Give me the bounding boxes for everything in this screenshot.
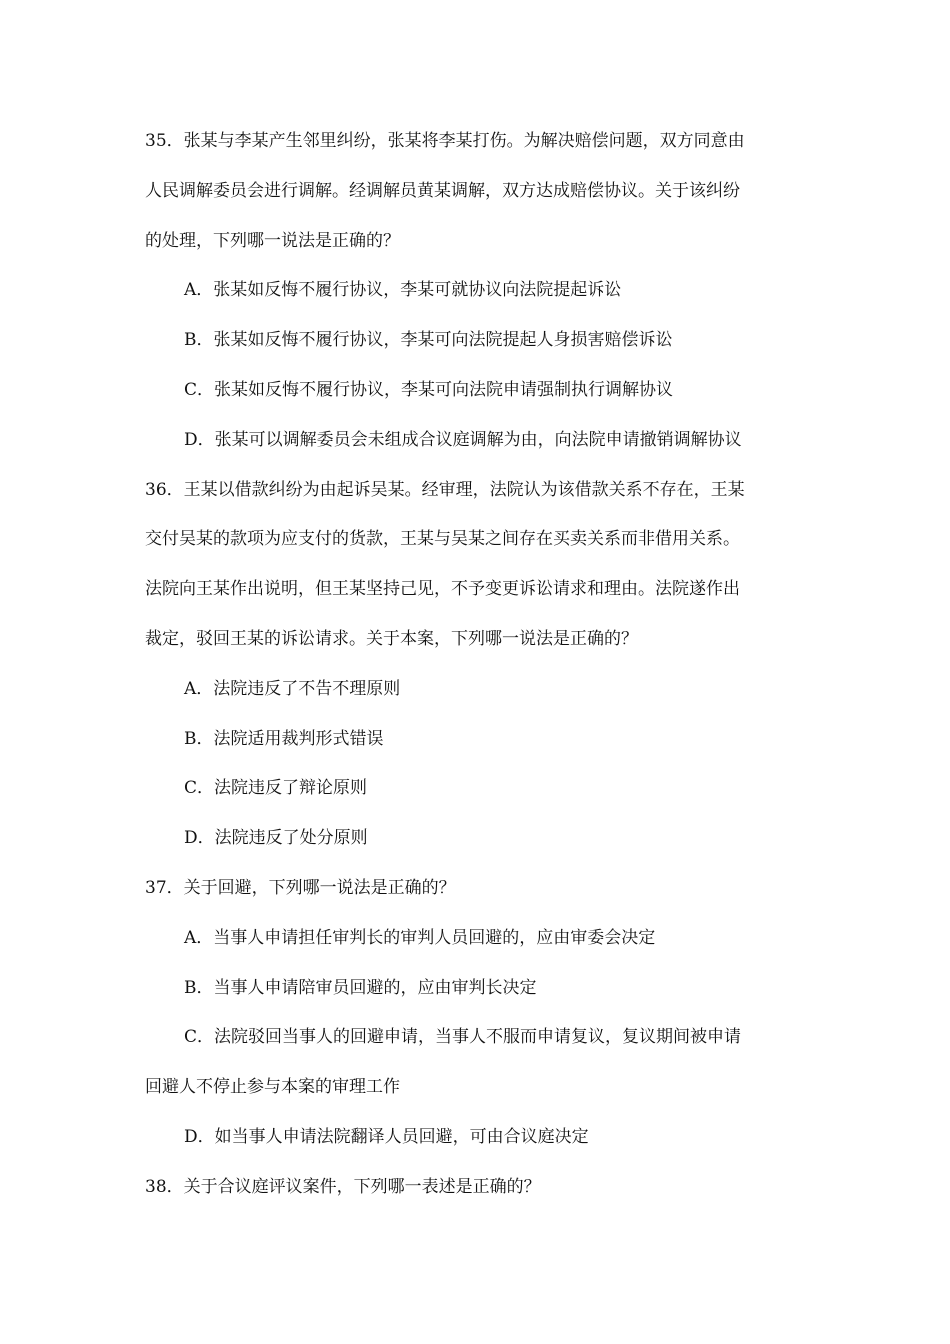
- q37-option-d: D．如当事人申请法院翻译人员回避，可由合议庭决定: [184, 1126, 589, 1147]
- q36-line-2: 交付吴某的款项为应支付的货款，王某与吴某之间存在买卖关系而非借用关系。: [145, 529, 740, 550]
- q35-option-a: A．张某如反悔不履行协议，李某可就协议向法院提起诉讼: [184, 280, 622, 301]
- q37-line-1: 37．关于回避，下列哪一说法是正确的？: [145, 877, 456, 898]
- q37-option-b: B．当事人申请陪审员回避的，应由审判长决定: [184, 977, 537, 998]
- q38-line-1: 38．关于合议庭评议案件，下列哪一表述是正确的？: [145, 1176, 541, 1197]
- q35-line-3: 的处理，下列哪一说法是正确的？: [145, 230, 400, 251]
- q37-option-a: A．当事人申请担任审判长的审判人员回避的，应由审委会决定: [184, 927, 656, 948]
- q35-line-2: 人民调解委员会进行调解。经调解员黄某调解，双方达成赔偿协议。关于该纠纷: [145, 180, 740, 201]
- q36-line-3: 法院向王某作出说明，但王某坚持己见，不予变更诉讼请求和理由。法院遂作出: [145, 579, 740, 600]
- q36-option-a: A．法院违反了不告不理原则: [184, 678, 401, 699]
- q36-option-c: C．法院违反了辩论原则: [184, 778, 368, 799]
- q35-line-1: 35．张某与李某产生邻里纠纷，张某将李某打伤。为解决赔偿问题，双方同意由: [145, 131, 745, 151]
- q36-line-1: 36．王某以借款纠纷为由起诉吴某。经审理，法院认为该借款关系不存在，王某: [145, 479, 745, 500]
- q37-option-c-line-1: C．法院驳回当事人的回避申请，当事人不服而申请复议，复议期间被申请: [184, 1027, 742, 1048]
- q35-option-c: C．张某如反悔不履行协议，李某可向法院申请强制执行调解协议: [184, 379, 674, 400]
- document-body: [145, 117, 810, 1213]
- q36-line-4: 裁定，驳回王某的诉讼请求。关于本案，下列哪一说法是正确的？: [145, 628, 638, 649]
- q37-option-c-line-2: 回避人不停止参与本案的审理工作: [145, 1077, 400, 1098]
- q35-option-b: B．张某如反悔不履行协议，李某可向法院提起人身损害赔偿诉讼: [184, 330, 673, 351]
- q36-option-b: B．法院适用裁判形式错误: [184, 728, 384, 749]
- q36-option-d: D．法院违反了处分原则: [184, 828, 368, 849]
- q35-option-d: D．张某可以调解委员会未组成合议庭调解为由，向法院申请撤销调解协议: [184, 429, 742, 450]
